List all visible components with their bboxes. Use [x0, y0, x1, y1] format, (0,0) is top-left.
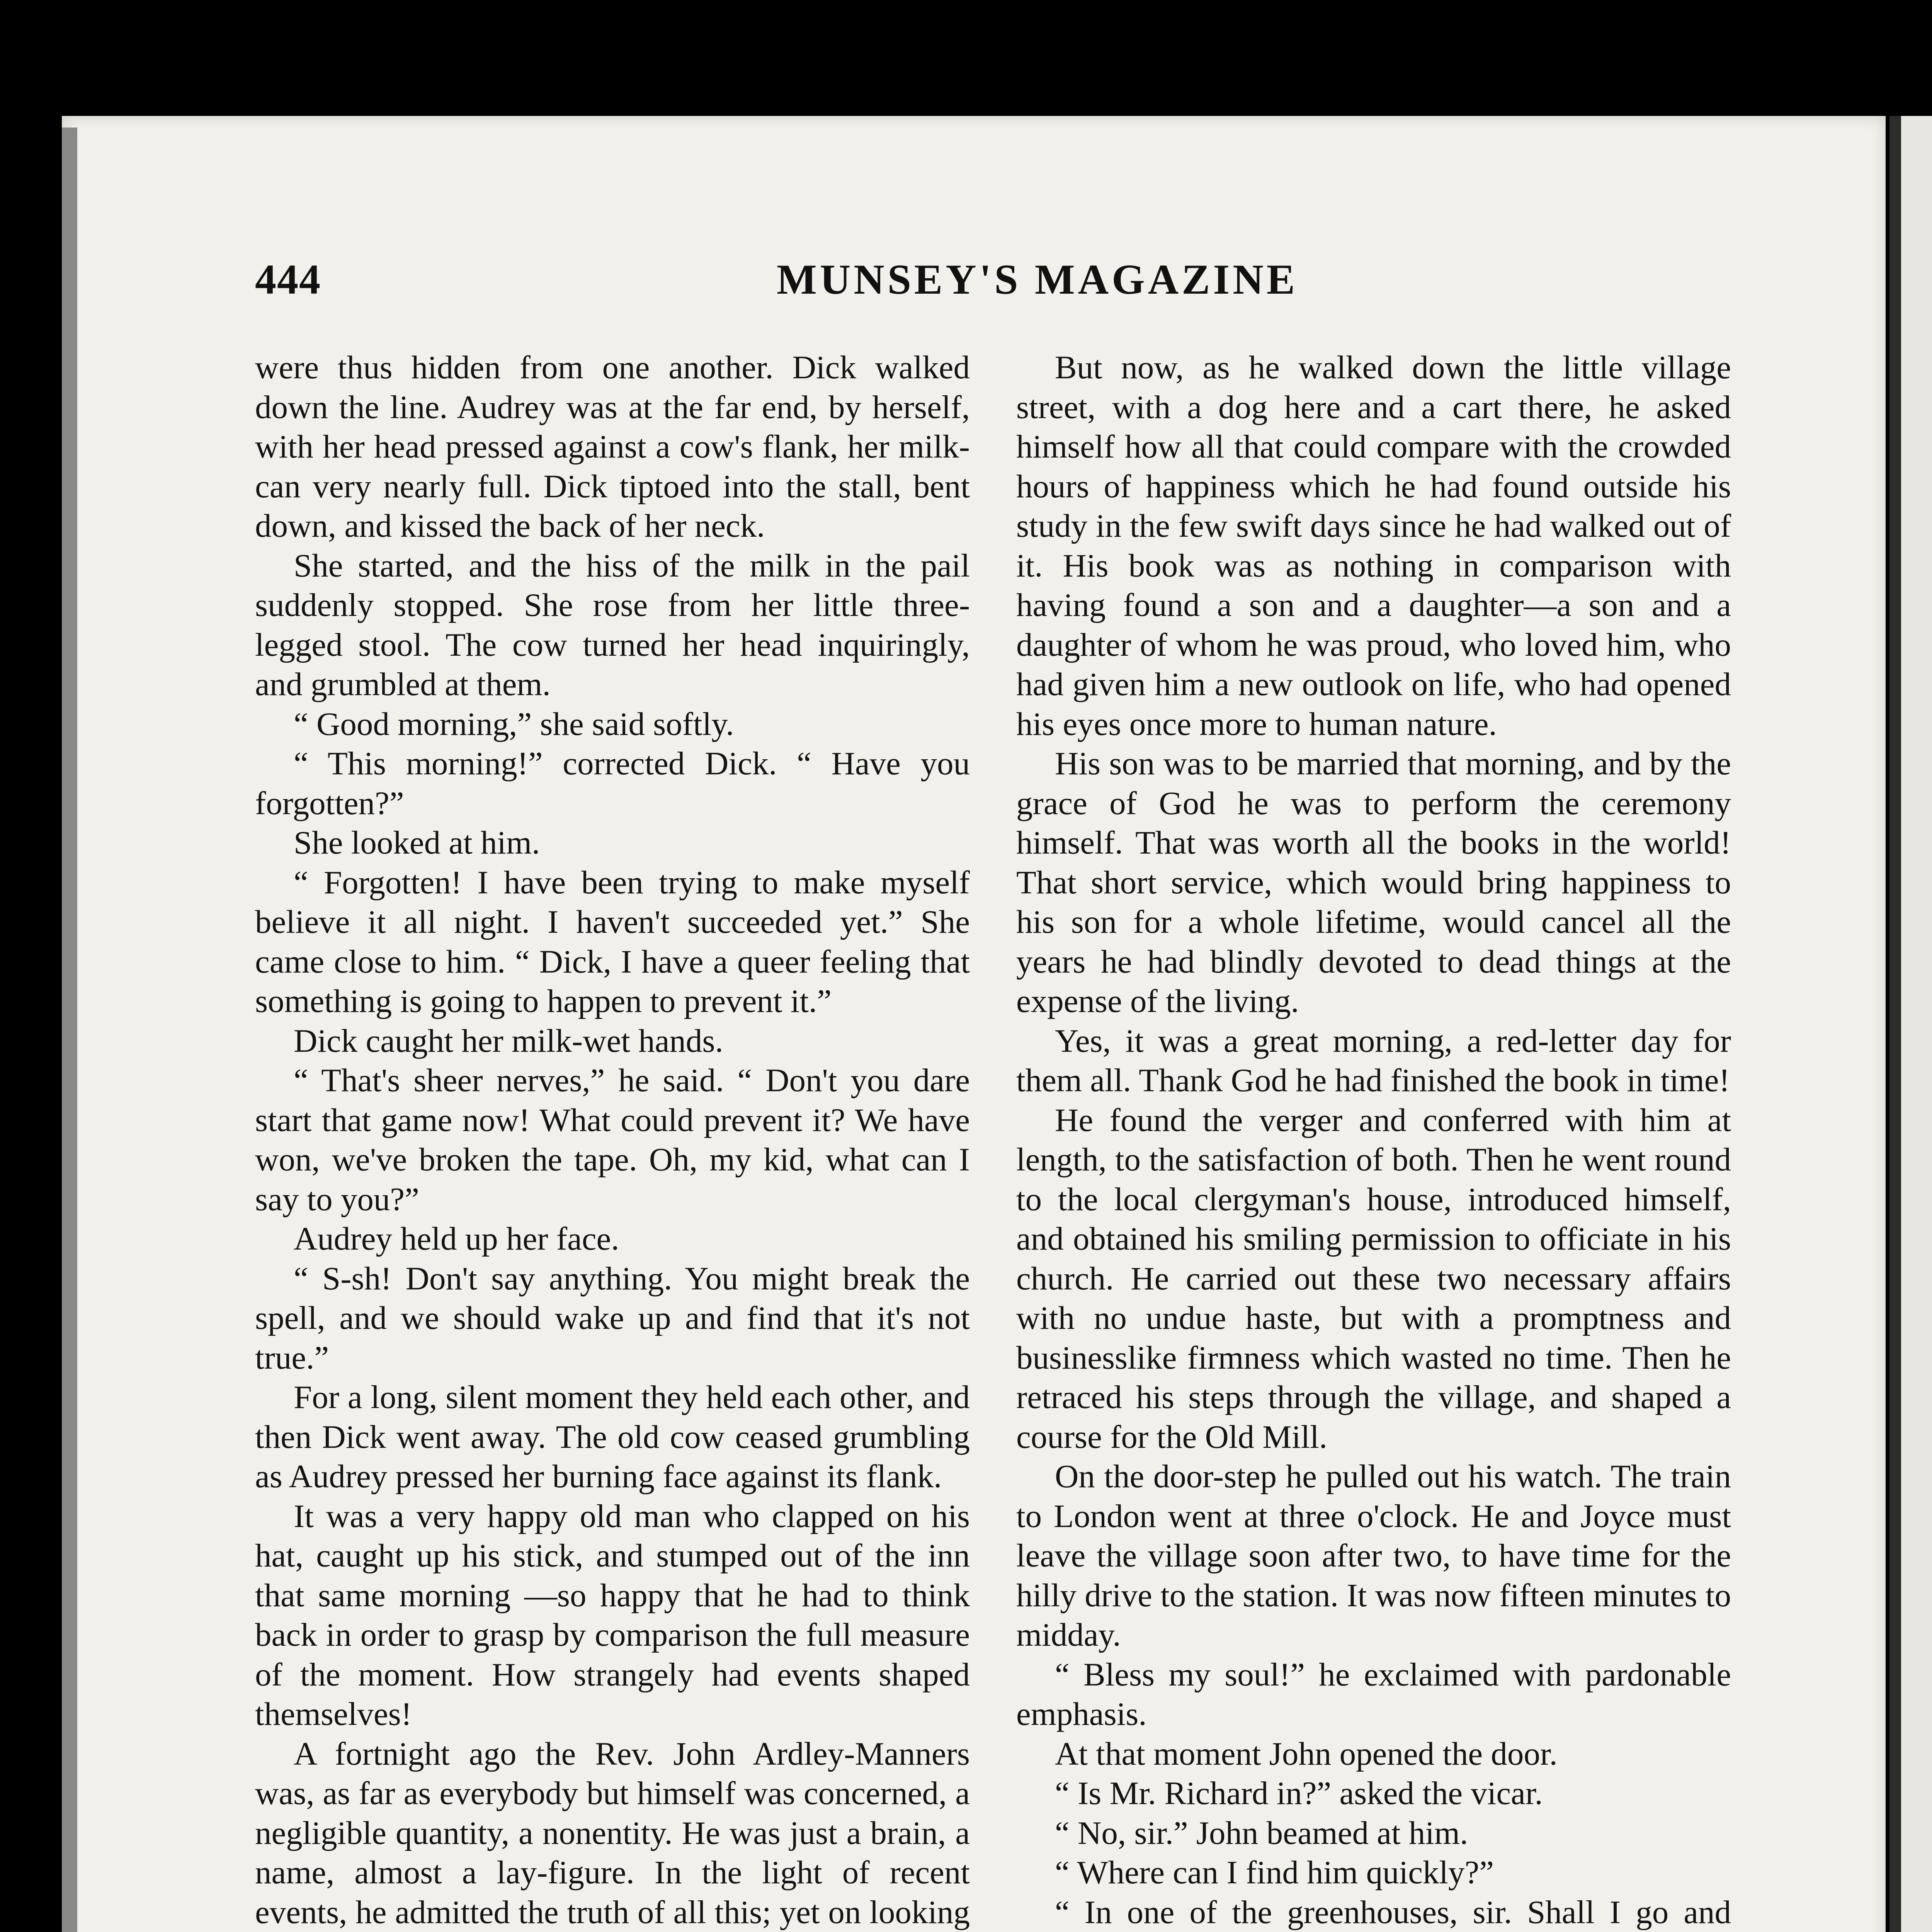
running-head: MUNSEY'S MAGAZINE [777, 256, 1298, 303]
paragraph: It was a very happy old man who clapped on his hat, caught up his stick, and stumped out of the inn that same morning —so happy that he had to think back in order to grasp by comparison the full measure of the moment. How strangely had events shaped themselves! [255, 1498, 970, 1732]
paragraph: “ Forgotten! I have been trying to make myself believe it all night. I haven't succeeded yet.” She came close to him. “ Dick, I have a queer feeling that something is going to happen to prevent it.” [255, 864, 970, 1019]
page-header [255, 255, 1731, 309]
right-column [1016, 348, 1731, 1932]
paragraph: “ In one of the greenhouses, sir. Shall I go and [1055, 1894, 1731, 1930]
paragraph: But now, as he walked down the little village street, with a dog here and a cart there, he asked himself how all that could compare with the crowded hours of happiness which he had found outside his study in the few swift days since he had walked out of it. His book was as nothing in comparison with having found a son and a daughter—a son and a daughter of whom he was proud, who loved him, who had given him a new outlook on life, who had opened his eyes once more to human nature. [1016, 349, 1731, 742]
paragraph: His son was to be married that morning, and by the grace of God he was to perform the ceremony himself. That was worth all the books in the world! That short service, which would bring happiness to his son for a whole lifetime, would cancel all the years he had blindly devoted to dead things at the expense of the living. [1016, 745, 1731, 1019]
adjacent-page-edge [1889, 116, 1932, 1932]
paragraph: For a long, silent moment they held each other, and then Dick went away. The old cow ceased grumbling as Audrey pressed her burning face against its flank. [255, 1379, 970, 1495]
paragraph: “ This morning!” corrected Dick. “ Have you forgotten?” [255, 745, 970, 821]
paragraph: At that moment John opened the door. [1055, 1735, 1558, 1772]
paragraph: Dick caught her milk-wet hands. [294, 1022, 723, 1059]
paragraph: “ Bless my soul!” he exclaimed with pardonable emphasis. [1016, 1656, 1731, 1732]
paragraph: “ Where can I find him quickly?” [1055, 1854, 1494, 1891]
paragraph: “ That's sheer nerves,” he said. “ Don't you dare start that game now! What could prevent it? We have won, we've broken the tape. Oh, my kid, what can I say to you?” [255, 1062, 970, 1218]
paragraph: Audrey held up her face. [294, 1221, 619, 1257]
paragraph: were thus hidden from one another. Dick walked down the line. Audrey was at the far end, by herself, with her head pressed against a cow's flank, her milk-can very nearly full. Dick tiptoed into the stall, bent down, and kissed the back of her neck. [255, 349, 970, 544]
left-column [255, 348, 970, 1932]
paragraph: “ S-sh! Don't say anything. You might break the spell, and we should wake up and find that it's not true.” [255, 1260, 970, 1376]
paragraph: “ No, sir.” John beamed at him. [1055, 1815, 1468, 1851]
paragraph: On the door-step he pulled out his watch. The train to London went at three o'clock. He and Joyce must leave the village soon after two, to have time for the hilly drive to the station. It was now fifteen minutes to midday. [1016, 1458, 1731, 1653]
paragraph: Yes, it was a great morning, a red-letter day for them all. Thank God he had finished the book in time! [1016, 1022, 1731, 1099]
paragraph: “ Is Mr. Richard in?” asked the vicar. [1055, 1775, 1543, 1811]
paragraph: A fortnight ago the Rev. John Ardley-Manners was, as far as everybody but himself was concerned, a negligible quantity, a nonentity. He was just a brain, a name, almost a lay-figure. In the light of recent events, he admitted the truth of all this; yet on looking [255, 1735, 970, 1930]
page-number: 444 [255, 256, 321, 303]
paragraph: She started, and the hiss of the milk in the pail suddenly stopped. She rose from her little three-legged stool. The cow turned her head inquiringly, and grumbled at them. [255, 547, 970, 702]
paragraph: “ Good morning,” she said softly. [294, 706, 734, 742]
page-left-edge [62, 128, 77, 1932]
paragraph: He found the verger and conferred with him at length, to the satisfaction of both. Then he went round to the local clergyman's house, introduced himself, and obtained his smiling permission to officiate in his church. He carried out these two necessary affairs with no undue haste, but with a promptness and businesslike firmness which wasted no time. Then he retraced his steps through the village, and shaped a course for the Old Mill. [1016, 1102, 1731, 1455]
paragraph: She looked at him. [294, 825, 540, 861]
